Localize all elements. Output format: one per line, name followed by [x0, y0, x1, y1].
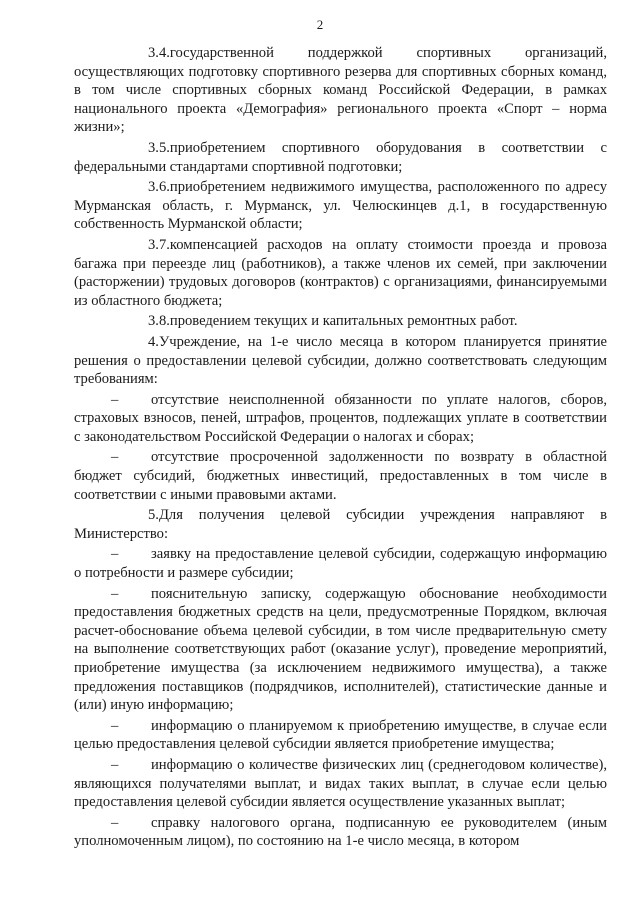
paragraph-text: приобретением спортивного оборудования в соответствии с федеральными стандартами спортивной подготовки; — [74, 139, 607, 175]
dash-marker: – — [111, 546, 119, 563]
list-item-text: отсутствие просроченной задолженности по возврату в областной бюджет субсидий, бюджетных инвестиций, предоставленных в том числе в соответствии с иными правовыми актами. — [74, 449, 607, 503]
paragraph-marker: 5. — [148, 507, 159, 524]
list-item — [74, 448, 607, 504]
paragraph-marker: 3.6. — [148, 179, 170, 196]
paragraph-marker: 4. — [148, 333, 159, 350]
paragraph-text: Для получения целевой субсидии учреждения направляют в Министерство: — [74, 507, 607, 542]
list-item-text: отсутствие неисполненной обязанности по уплате налогов, сборов, страховых взносов, пеней, штрафов, процентов, подлежащих уплате в соответствии с законодательством Российской Федерации о налогах и сборах; — [74, 391, 607, 445]
paragraph-3-8 — [74, 312, 607, 331]
list-item — [74, 545, 607, 582]
paragraph-marker: 3.8. — [148, 313, 170, 330]
list-item-text: информацию о количестве физических лиц (среднегодовом количестве), являющихся получателями выплат, и видах таких выплат, в случае если целью предоставления целевой субсидии является осуществление указанных выплат; — [74, 756, 607, 811]
dash-marker: – — [111, 585, 119, 602]
paragraph-3-4 — [74, 44, 607, 137]
dash-marker: – — [111, 814, 119, 831]
list-item — [74, 814, 607, 851]
paragraph-3-6 — [74, 178, 607, 234]
dash-marker: – — [111, 449, 119, 466]
list-item-text: информацию о планируемом к приобретению имуществе, в случае если целью предоставления целевой субсидии является приобретение имущества; — [74, 717, 607, 753]
paragraph-5 — [74, 506, 607, 543]
dash-marker: – — [111, 391, 119, 408]
page-number: 2 — [316, 17, 324, 32]
paragraph-text: государственной поддержкой спортивных организаций, осуществляющих подготовку спортивного резерва для спортивных сборных команд, в том числе спортивных сборных команд Российской Федерации, в рамках национального проекта «Демография» регионального проекта «Спорт – норма жизни»; — [74, 45, 607, 136]
paragraph-text: компенсацией расходов на оплату стоимости проезда и провоза багажа при переезде лиц (работников), а также членов их семей, при заключении (расторжении) трудовых договоров (контрактов) с организациями, финансируемыми из областного бюджета; — [74, 236, 607, 309]
paragraph-3-5 — [74, 139, 607, 176]
dash-marker: – — [111, 756, 119, 773]
paragraph-text: проведением текущих и капитальных ремонтных работ. — [169, 313, 518, 330]
list-item-text: справку налогового органа, подписанную ее руководителем (иным уполномоченным лицом), по состоянию на 1-е число месяца, в котором — [74, 814, 607, 850]
paragraph-text: Учреждение, на 1-е число месяца в котором планируется принятие решения о предоставлении целевой субсидии, должно соответствовать следующим требованиям: — [74, 333, 607, 388]
paragraph-4 — [74, 333, 607, 389]
list-item-text: пояснительную записку, содержащую обоснование необходимости предоставления бюджетных средств на цели, предусмотренные Порядком, включая расчет-обоснование объема целевой субсидии, в том числе предварительную смету на выполнение соответствующих работ (оказание услуг), проведение мероприятий, приобретение имущества (за исключением недвижимого имущества), а также предложения поставщиков (подрядчиков, исполнителей), статистические данные и (или) иную информацию; — [74, 585, 607, 714]
paragraph-marker: 3.4. — [148, 45, 170, 61]
list-item — [74, 585, 607, 715]
dash-marker: – — [111, 717, 119, 734]
paragraph-text: приобретением недвижимого имущества, расположенного по адресу Мурманская область, г. Мурманск, ул. Челюскинцев д.1, в государственную собственность Мурманской области; — [74, 179, 607, 233]
list-item-text: заявку на предоставление целевой субсидии, содержащую информацию о потребности и размере субсидии; — [74, 546, 607, 582]
list-item — [74, 717, 607, 754]
paragraph-marker: 3.5. — [148, 139, 170, 156]
paragraph-marker: 3.7. — [148, 236, 170, 253]
document-body — [74, 44, 607, 853]
list-item — [74, 391, 607, 447]
paragraph-3-7 — [74, 236, 607, 310]
list-item — [74, 756, 607, 812]
